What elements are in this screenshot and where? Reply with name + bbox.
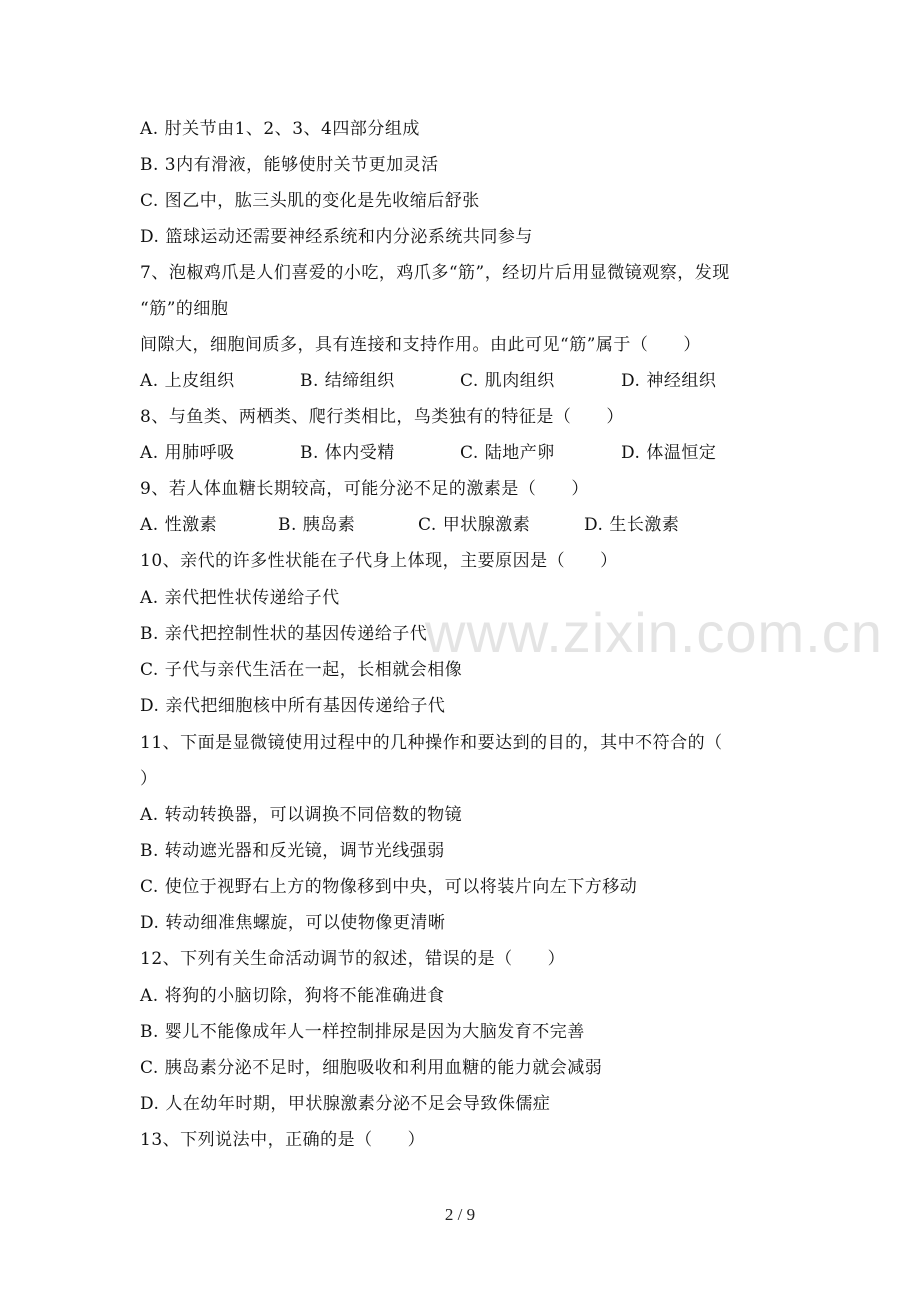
- q7-option-d: D. 神经组织: [621, 371, 717, 391]
- q9-option-a: A. 性激素: [140, 515, 218, 535]
- q7-stem-line-3: 间隙大，细胞间质多，具有连接和支持作用。由此可见“筋”属于（ ）: [140, 335, 701, 355]
- q12-option-a: A. 将狗的小脑切除，狗将不能准确进食: [140, 986, 445, 1006]
- q7-option-a: A. 上皮组织: [140, 371, 235, 391]
- q10-option-d: D. 亲代把细胞核中所有基因传递给子代: [140, 696, 446, 716]
- q11-stem-line-1: 11、下面是显微镜使用过程中的几种操作和要达到的目的，其中不符合的（: [140, 733, 723, 753]
- q8-option-a: A. 用肺呼吸: [140, 443, 235, 463]
- q12-stem: 12、下列有关生命活动调节的叙述，错误的是（ ）: [140, 949, 566, 969]
- q12-option-d: D. 人在幼年时期，甲状腺激素分泌不足会导致侏儒症: [140, 1094, 551, 1114]
- q11-option-d: D. 转动细准焦螺旋，可以使物像更清晰: [140, 913, 446, 933]
- q11-option-b: B. 转动遮光器和反光镜，调节光线强弱: [140, 841, 445, 861]
- q10-option-c: C. 子代与亲代生活在一起，长相就会相像: [140, 660, 463, 680]
- q11-option-c: C. 使位于视野右上方的物像移到中央，可以将装片向左下方移动: [140, 877, 638, 897]
- q11-stem-line-2: ）: [140, 769, 158, 789]
- q6-option-d: D. 篮球运动还需要神经系统和内分泌系统共同参与: [140, 227, 533, 247]
- q9-option-c: C. 甲状腺激素: [418, 515, 531, 535]
- q11-option-a: A. 转动转换器，可以调换不同倍数的物镜: [140, 805, 463, 825]
- watermark: www.zixin.com.cn: [425, 601, 883, 664]
- q7-option-b: B. 结缔组织: [300, 371, 395, 391]
- q8-option-b: B. 体内受精: [300, 443, 395, 463]
- q10-stem: 10、亲代的许多性状能在子代身上体现，主要原因是（ ）: [140, 551, 618, 571]
- q7-stem-line-2: “筋”的细胞: [140, 299, 229, 319]
- q9-option-b: B. 胰岛素: [278, 515, 356, 535]
- q12-option-b: B. 婴儿不能像成年人一样控制排尿是因为大脑发育不完善: [140, 1022, 585, 1042]
- q6-option-a: A. 肘关节由1、2、3、4四部分组成: [140, 119, 420, 139]
- q13-stem: 13、下列说法中，正确的是（ ）: [140, 1130, 426, 1150]
- q8-option-c: C. 陆地产卵: [460, 443, 555, 463]
- q8-option-d: D. 体温恒定: [621, 443, 717, 463]
- q8-stem: 8、与鱼类、两栖类、爬行类相比，鸟类独有的特征是（ ）: [140, 407, 624, 427]
- q7-option-c: C. 肌肉组织: [460, 371, 555, 391]
- q7-stem-line-1: 7、泡椒鸡爪是人们喜爱的小吃，鸡爪多“筋”，经切片后用显微镜观察，发现: [140, 263, 730, 283]
- q10-option-b: B. 亲代把控制性状的基因传递给子代: [140, 624, 428, 644]
- q9-stem: 9、若人体血糖长期较高，可能分泌不足的激素是（ ）: [140, 479, 589, 499]
- q9-option-d: D. 生长激素: [584, 515, 680, 535]
- page-number: 2 / 9: [444, 1205, 476, 1224]
- q12-option-c: C. 胰岛素分泌不足时，细胞吸收和利用血糖的能力就会减弱: [140, 1058, 603, 1078]
- q10-option-a: A. 亲代把性状传递给子代: [140, 588, 340, 608]
- q6-option-c: C. 图乙中，肱三头肌的变化是先收缩后舒张: [140, 191, 480, 211]
- q6-option-b: B. 3内有滑液，能够使肘关节更加灵活: [140, 155, 439, 175]
